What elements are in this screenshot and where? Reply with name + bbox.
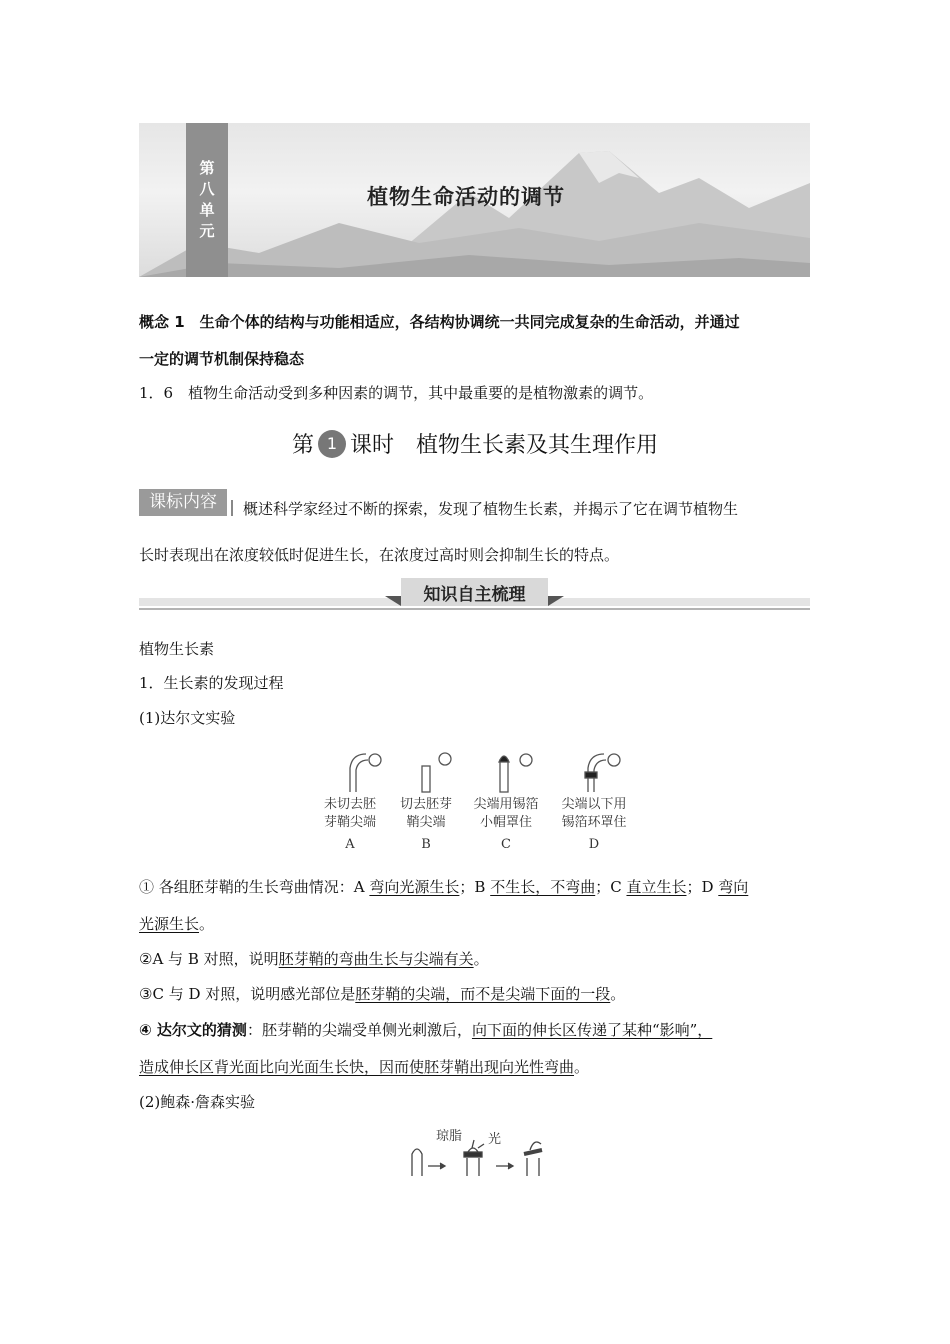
heading-boysen-jensen: (2)鲍森·詹森实验 bbox=[139, 1093, 256, 1111]
punctuation: 。 bbox=[473, 950, 489, 968]
caption-line: 未切去胚 bbox=[323, 797, 376, 812]
item-3 bbox=[139, 984, 625, 1004]
label: ；C bbox=[595, 878, 627, 896]
concept-line-1: 概念 1 生命个体的结构与功能相适应，各结构协调统一共同完成复杂的生命活动，并通过 bbox=[139, 313, 740, 331]
darwin-group-b bbox=[386, 796, 466, 854]
item-4-answer-part-1: 向下面的伸长区传递了某种“影响”， bbox=[471, 1021, 713, 1039]
label: A bbox=[353, 878, 370, 896]
caption-line: 芽鞘尖端 bbox=[323, 815, 376, 830]
lesson-number-badge: 1 bbox=[318, 430, 346, 458]
answer-d-part-1: 弯向 bbox=[718, 878, 749, 896]
heading-discovery: 1．生长素的发现过程 bbox=[139, 674, 284, 692]
caption-line: 小帽罩住 bbox=[479, 815, 532, 830]
item-1-line-1 bbox=[139, 877, 748, 897]
section-header-bar bbox=[139, 576, 810, 612]
coleoptile-c bbox=[499, 754, 532, 792]
item-1-line-2 bbox=[139, 914, 214, 934]
coleoptile-d bbox=[585, 754, 620, 792]
boysen-jensen-diagram bbox=[400, 1130, 560, 1180]
darwin-group-a bbox=[310, 796, 390, 854]
curriculum-line-2: 长时表现出在浓度较低时促进生长，在浓度过高时则会抑制生长的特点。 bbox=[139, 546, 620, 564]
group-letter: A bbox=[345, 837, 355, 852]
group-letter: C bbox=[501, 837, 511, 852]
standard-1-6: 1．6 植物生命活动受到多种因素的调节，其中最重要的是植物激素的调节。 bbox=[139, 384, 654, 402]
answer-b: 不生长，不弯曲 bbox=[490, 878, 596, 896]
lesson-suffix: 课时 植物生长素及其生理作用 bbox=[350, 433, 659, 458]
unit-char: 单 bbox=[199, 201, 215, 219]
unit-char: 第 bbox=[199, 159, 215, 177]
item-2 bbox=[139, 949, 489, 969]
item-1-lead: ① 各组胚芽鞘的生长弯曲情况： bbox=[139, 878, 354, 896]
item-4-lead: ④ 达尔文的猜测 bbox=[139, 1021, 247, 1039]
answer-c: 直立生长 bbox=[626, 878, 687, 896]
lesson-title bbox=[0, 428, 950, 459]
darwin-group-c bbox=[463, 796, 549, 854]
coleoptile-a bbox=[350, 754, 381, 792]
caption-line: 切去胚芽 bbox=[399, 797, 452, 812]
answer-a: 弯向光源生长 bbox=[369, 878, 460, 896]
item-4-pre: ：胚芽鞘的尖端受单侧光刺激后， bbox=[246, 1021, 472, 1039]
item-3-answer: 胚芽鞘的尖端，而不是尖端下面的一段 bbox=[355, 985, 611, 1003]
section-header-title: 知识自主梳理 bbox=[423, 585, 526, 605]
label: ；B bbox=[459, 878, 491, 896]
heading-darwin: (1)达尔文实验 bbox=[139, 709, 236, 727]
item-2-answer: 胚芽鞘的弯曲生长与尖端有关 bbox=[278, 950, 474, 968]
curriculum-line-1: 概述科学家经过不断的探索，发现了植物生长素，并揭示了它在调节植物生 bbox=[243, 500, 739, 518]
label-agar: 琼脂 bbox=[436, 1129, 463, 1144]
answer-d-part-2: 光源生长 bbox=[139, 915, 200, 933]
punctuation: 。 bbox=[574, 1058, 590, 1076]
unit-char: 元 bbox=[199, 222, 215, 240]
unit-number-tab bbox=[186, 123, 228, 277]
unit-title: 植物生命活动的调节 bbox=[367, 184, 565, 209]
label-light: 光 bbox=[488, 1132, 502, 1147]
concept-line-2: 一定的调节机制保持稳态 bbox=[139, 350, 305, 368]
unit-char: 八 bbox=[199, 180, 215, 198]
caption-line: 尖端以下用 bbox=[561, 797, 627, 812]
punctuation: 。 bbox=[610, 985, 626, 1003]
topic-heading: 植物生长素 bbox=[139, 640, 215, 658]
item-4-line-1 bbox=[139, 1020, 712, 1040]
punctuation: 。 bbox=[199, 915, 215, 933]
group-letter: B bbox=[421, 837, 431, 852]
group-letter: D bbox=[588, 837, 600, 852]
darwin-group-d bbox=[549, 796, 639, 854]
curriculum-badge: 课标内容 bbox=[139, 489, 227, 516]
lesson-prefix: 第 bbox=[291, 433, 314, 458]
caption-line: 尖端用锡箔 bbox=[473, 797, 539, 812]
item-4-answer-part-2: 造成伸长区背光面比向光面生长快，因而使胚芽鞘出现向光性弯曲 bbox=[139, 1058, 575, 1076]
item-3-pre: ③C 与 D 对照，说明感光部位是 bbox=[139, 985, 356, 1003]
caption-line: 鞘尖端 bbox=[406, 815, 446, 830]
label: ；D bbox=[686, 878, 719, 896]
caption-line: 锡箔环罩住 bbox=[561, 815, 627, 830]
unit-banner bbox=[139, 123, 810, 277]
item-2-pre: ②A 与 B 对照，说明 bbox=[139, 950, 279, 968]
badge-divider bbox=[231, 500, 233, 516]
darwin-experiment-diagram bbox=[300, 750, 650, 798]
coleoptile-b bbox=[422, 753, 451, 792]
item-4-line-2 bbox=[139, 1057, 589, 1077]
